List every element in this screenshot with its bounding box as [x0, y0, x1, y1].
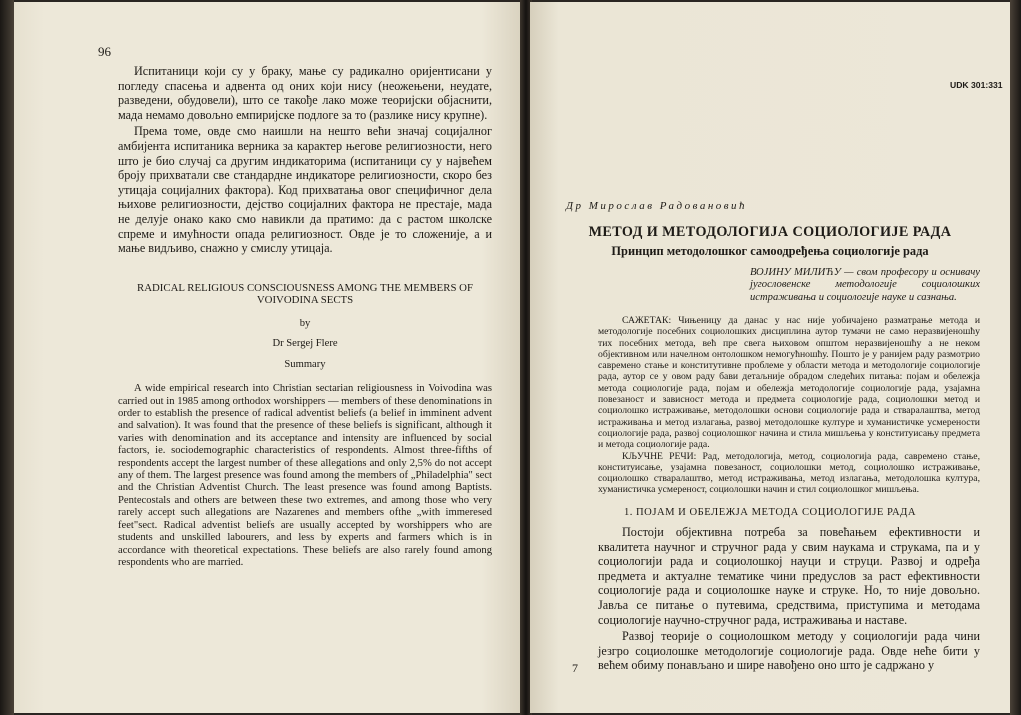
left-page [14, 2, 522, 713]
keywords-paragraph: КЉУЧНЕ РЕЧИ: Рад, методологија, метод, социологија рада, савремено стање, конституисање, узајамна повезаност, социолошки метод, социолошко истраживање, социолошко стваралаштво, метод истраживања, метод излагања, методолошка култура, хуманистичка усмереност, социолошки начин и стил социолошког мишљења. [598, 450, 980, 496]
section-heading: 1. ПОЈАМ И ОБЕЛЕЖЈА МЕТОДА СОЦИОЛОГИЈЕ РАДА [623, 507, 917, 518]
udk-code: UDK 301:331 [950, 80, 1003, 90]
summary-text: A wide empirical research into Christian sectarian religiousness in Voivodina was carried out in 1985 among orthodox worshippers — members of these denominations in order to establish the presence of radical adventist beliefs (a belief in imminent advent and salvation). It was found that the presence of these beliefs is significant, although it varies with denomination and its acceptance and intensity are influenced by social factors, ie. sociodemographic characteristics of respondents. Almost three-fifths of respondents accept the largest number of these allegations and only 2,5% do not accept any of them. The largest presence was found among the members of „Philadelphia" sect and the Christian Adventist Church. The least presence was found among Baptists. Pentecostals and others are between these two extremes, and among those who very rarely accept such allegations are Nazarenes and members ofthe „with immeresed feet"sect. Radical adventist beliefs are usually accepted by worshippers who are students and unskilled labourers, and less by experts and farmers which is in accordance with theoretical expectations. These beliefs are also rarely found among respondents who are married. [118, 383, 492, 568]
left-body-text [118, 64, 492, 258]
book-edge-left [0, 0, 14, 715]
left-paragraph: Испитаници који су у браку, мање су радикално оријентисани у погледу спасења и адвента од оних који нису (неожењени, неудате, разведени, обудовели), што се такође лако може теоријски објаснити, мада немамо довољно емпиријске подлоге за то (разлике нису крупне). [118, 64, 492, 122]
dedication: ВОЈИНУ МИЛИЋУ — свом професору и оснивачу југословенске методологије социолошких истраживања и социологије науке и сазнања. [750, 267, 980, 303]
english-summary [118, 282, 492, 569]
left-page-number: 96 [98, 44, 111, 59]
article-author: Др Мирослав Радовановић [566, 200, 748, 212]
article-subtitle: Принцип методолошког самоодређења социологије рада [611, 244, 929, 258]
right-body-text [598, 525, 980, 675]
right-paragraph: Развој теорије о социолошком методу у социологији рада чини језгро социолошке методологије социологије рада. Овде неће бити у већем обиму понављано и шире навођено оно што је садржано у [598, 629, 980, 673]
article-title: МЕТОД И МЕТОДОЛОГИЈА СОЦИОЛОГИЈЕ РАДА [588, 224, 952, 240]
summary-label: Summary [284, 358, 326, 370]
book-edge-right [1010, 0, 1021, 715]
summary-title: RADICAL RELIGIOUS CONSCIOUSNESS AMONG THE MEMBERS OF VOIVODINA SECTS [137, 282, 473, 306]
abstract-paragraph: САЖЕТАК: Чињеницу да данас у нас није уобичајено разматрање метода и методологије посебних социолошких дисциплина аутор тумачи не само неразвијеношћу тих посебних метода, већ пре свега њиховом општом неразвијеношћу а не неком објективном или начелном онтолошком немогућношћу. Пошто је у ранијем раду размотрио савремено стање и конститутивне проблеме у области метода и методологије социологије рада, аутор се у овом раду бави детаљније обрадом следећих питања: појам и обележја метода социологије рада, појам и обележја методологије социологије рада, узајамна повезаност и зависност метода и предмета социологије рада, социолошки метод и социолошко истраживање, методолошки основи социологије рада и стваралаштва, метод истраживања и метод излагања, развој методолошке културе и хуманистичке усмерености социологије рада, развој социолошког начина и стила мишљења у конституисању предмета и метода социологије рада. [598, 315, 980, 451]
right-paragraph: Постоји објективна потреба за повећањем ефективности и квалитета научног и стручног рада у свим наукама и струкама, па и у социологији рада и социолошкој науци и струци. Развој и одређа предмета и актуалне тематике чини предуслов за раст ефективности социологије рада и социолошке науке и струке. Но, то није довољно. Јавља се питање о путевима, средствима, приступима и методама социологије научно-стручног рада, истраживања и наставе. [598, 525, 980, 627]
summary-by: by [299, 318, 311, 329]
left-paragraph: Према томе, овде смо наишли на нешто већи значај социјалног амбијента испитаника верника за карактер његове религиозности, него што је био случај са другим индикаторима (испитаници су у највећем броју прихватали све стандардне индикаторе религиозности, скоро без утицаја социјалних фактора). Код прихватања овог специфичног дела њихове религиозности, дејство социјалних фактора не престаје, мада не делује онако како смо навикли да пратимо: да с растом школске спреме и имућности опада религиозност. Овде је то сложеније, а и мање видљиво, снажно у смислу утицаја. [118, 124, 492, 256]
abstract [598, 315, 980, 496]
summary-author: Dr Sergej Flere [272, 338, 338, 350]
right-page-number: 7 [572, 661, 578, 675]
right-page [530, 2, 1010, 713]
